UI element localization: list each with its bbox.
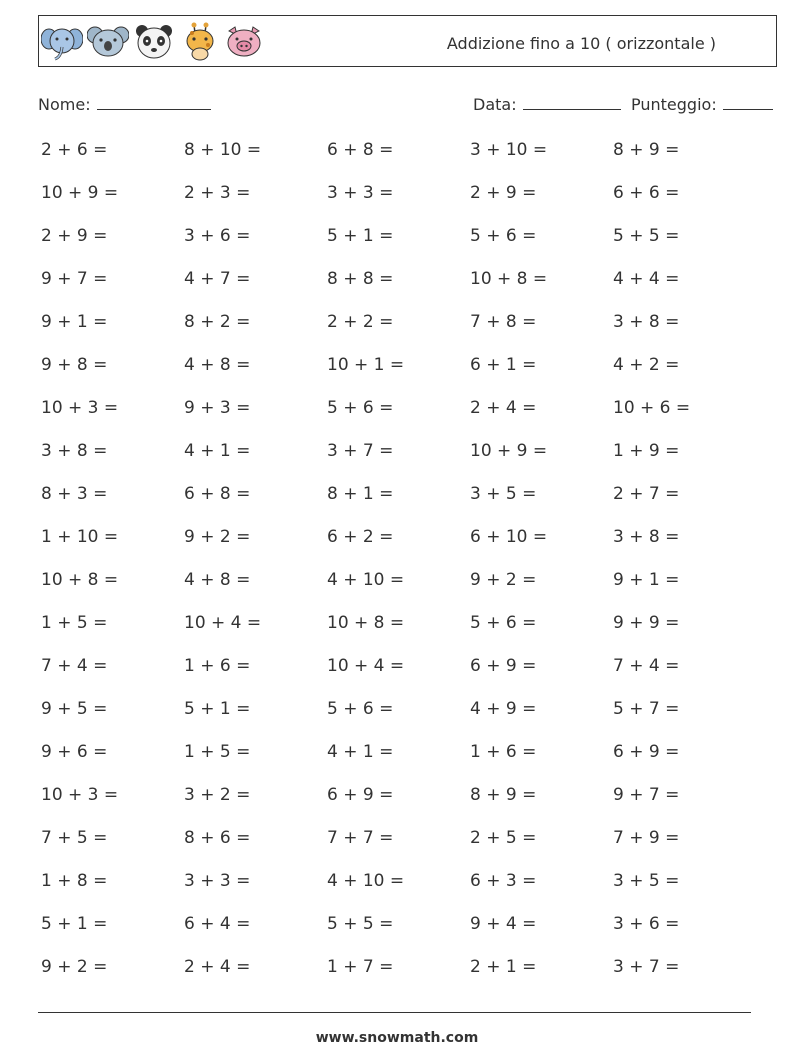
problem-item: 5 + 6 = <box>327 699 394 719</box>
problem-item: 2 + 2 = <box>327 312 394 332</box>
problem-row <box>41 871 761 914</box>
footer-url: www.snowmath.com <box>315 1030 479 1046</box>
problem-item: 10 + 3 = <box>41 785 119 805</box>
problem-item: 10 + 9 = <box>470 441 548 461</box>
problem-item: 9 + 7 = <box>613 785 680 805</box>
problem-item: 4 + 8 = <box>184 570 251 590</box>
problem-item: 6 + 6 = <box>613 183 680 203</box>
problem-item: 4 + 1 = <box>184 441 251 461</box>
problem-item: 9 + 2 = <box>41 957 108 977</box>
problem-item: 10 + 6 = <box>613 398 691 418</box>
problem-item: 5 + 5 = <box>613 226 680 246</box>
problem-item: 1 + 8 = <box>41 871 108 891</box>
problem-item: 9 + 1 = <box>613 570 680 590</box>
problem-grid <box>41 140 761 1000</box>
problem-row <box>41 828 761 871</box>
problem-item: 3 + 8 = <box>613 312 680 332</box>
name-field <box>38 93 211 114</box>
problem-item: 8 + 2 = <box>184 312 251 332</box>
problem-item: 5 + 6 = <box>470 226 537 246</box>
problem-item: 1 + 10 = <box>41 527 119 547</box>
score-label: Punteggio: <box>631 95 717 114</box>
footer-rule <box>38 1012 751 1013</box>
problem-row <box>41 140 761 183</box>
problem-item: 1 + 7 = <box>327 957 394 977</box>
elephant-icon <box>41 21 83 63</box>
problem-item: 8 + 10 = <box>184 140 262 160</box>
problem-item: 4 + 2 = <box>613 355 680 375</box>
problem-row <box>41 699 761 742</box>
problem-item: 6 + 9 = <box>327 785 394 805</box>
problem-item: 7 + 9 = <box>613 828 680 848</box>
problem-item: 2 + 4 = <box>470 398 537 418</box>
problem-item: 2 + 3 = <box>184 183 251 203</box>
problem-item: 3 + 10 = <box>470 140 548 160</box>
worksheet-title: Addizione fino a 10 ( orizzontale ) <box>446 34 716 53</box>
problem-item: 6 + 9 = <box>470 656 537 676</box>
problem-item: 7 + 5 = <box>41 828 108 848</box>
header-box <box>38 15 777 67</box>
problem-row <box>41 312 761 355</box>
problem-item: 1 + 6 = <box>184 656 251 676</box>
problem-row <box>41 613 761 656</box>
problem-item: 7 + 7 = <box>327 828 394 848</box>
panda-icon <box>133 21 175 63</box>
date-field <box>473 93 621 114</box>
problem-item: 6 + 1 = <box>470 355 537 375</box>
date-label: Data: <box>473 95 517 114</box>
problem-item: 5 + 7 = <box>613 699 680 719</box>
problem-item: 6 + 3 = <box>470 871 537 891</box>
problem-item: 1 + 5 = <box>41 613 108 633</box>
problem-item: 4 + 7 = <box>184 269 251 289</box>
problem-item: 8 + 1 = <box>327 484 394 504</box>
problem-row <box>41 914 761 957</box>
problem-item: 3 + 7 = <box>613 957 680 977</box>
problem-item: 3 + 7 = <box>327 441 394 461</box>
problem-item: 2 + 9 = <box>41 226 108 246</box>
problem-item: 10 + 8 = <box>41 570 119 590</box>
problem-item: 1 + 9 = <box>613 441 680 461</box>
problem-item: 7 + 4 = <box>613 656 680 676</box>
giraffe-icon <box>179 21 221 63</box>
problem-item: 4 + 8 = <box>184 355 251 375</box>
problem-item: 1 + 5 = <box>184 742 251 762</box>
problem-item: 7 + 8 = <box>470 312 537 332</box>
problem-item: 4 + 1 = <box>327 742 394 762</box>
pig-icon <box>223 21 265 63</box>
problem-item: 2 + 7 = <box>613 484 680 504</box>
problem-item: 6 + 8 = <box>184 484 251 504</box>
problem-item: 5 + 6 = <box>327 398 394 418</box>
problem-item: 3 + 3 = <box>184 871 251 891</box>
problem-item: 2 + 5 = <box>470 828 537 848</box>
problem-item: 4 + 4 = <box>613 269 680 289</box>
problem-item: 5 + 5 = <box>327 914 394 934</box>
problem-item: 4 + 10 = <box>327 871 405 891</box>
problem-item: 5 + 1 = <box>41 914 108 934</box>
problem-item: 7 + 4 = <box>41 656 108 676</box>
problem-item: 5 + 1 = <box>327 226 394 246</box>
problem-item: 4 + 10 = <box>327 570 405 590</box>
problem-row <box>41 656 761 699</box>
problem-item: 9 + 1 = <box>41 312 108 332</box>
problem-item: 8 + 8 = <box>327 269 394 289</box>
problem-item: 9 + 2 = <box>470 570 537 590</box>
problem-row <box>41 355 761 398</box>
problem-row <box>41 269 761 312</box>
problem-item: 9 + 9 = <box>613 613 680 633</box>
date-line[interactable] <box>523 93 621 110</box>
problem-item: 3 + 5 = <box>613 871 680 891</box>
problem-item: 9 + 5 = <box>41 699 108 719</box>
problem-item: 2 + 9 = <box>470 183 537 203</box>
problem-item: 10 + 1 = <box>327 355 405 375</box>
problem-item: 2 + 6 = <box>41 140 108 160</box>
problem-item: 8 + 3 = <box>41 484 108 504</box>
problem-item: 4 + 9 = <box>470 699 537 719</box>
problem-item: 2 + 1 = <box>470 957 537 977</box>
problem-item: 3 + 8 = <box>41 441 108 461</box>
problem-item: 9 + 6 = <box>41 742 108 762</box>
problem-item: 3 + 6 = <box>613 914 680 934</box>
problem-item: 1 + 6 = <box>470 742 537 762</box>
problem-row <box>41 398 761 441</box>
problem-item: 3 + 2 = <box>184 785 251 805</box>
problem-item: 10 + 4 = <box>184 613 262 633</box>
problem-row <box>41 183 761 226</box>
problem-item: 6 + 4 = <box>184 914 251 934</box>
problem-item: 9 + 2 = <box>184 527 251 547</box>
problem-row <box>41 484 761 527</box>
score-line[interactable] <box>723 93 773 110</box>
problem-item: 9 + 7 = <box>41 269 108 289</box>
problem-item: 3 + 8 = <box>613 527 680 547</box>
problem-row <box>41 785 761 828</box>
problem-row <box>41 570 761 613</box>
problem-item: 2 + 4 = <box>184 957 251 977</box>
problem-row <box>41 742 761 785</box>
problem-row <box>41 226 761 269</box>
name-line[interactable] <box>97 93 211 110</box>
problem-item: 9 + 8 = <box>41 355 108 375</box>
problem-item: 6 + 10 = <box>470 527 548 547</box>
problem-row <box>41 441 761 484</box>
problem-item: 8 + 6 = <box>184 828 251 848</box>
problem-item: 8 + 9 = <box>470 785 537 805</box>
problem-item: 9 + 4 = <box>470 914 537 934</box>
koala-icon <box>87 21 129 63</box>
problem-item: 6 + 2 = <box>327 527 394 547</box>
problem-item: 5 + 1 = <box>184 699 251 719</box>
problem-item: 6 + 8 = <box>327 140 394 160</box>
problem-item: 8 + 9 = <box>613 140 680 160</box>
problem-item: 5 + 6 = <box>470 613 537 633</box>
problem-row <box>41 957 761 1000</box>
problem-item: 10 + 8 = <box>327 613 405 633</box>
problem-item: 3 + 3 = <box>327 183 394 203</box>
problem-item: 3 + 6 = <box>184 226 251 246</box>
problem-item: 6 + 9 = <box>613 742 680 762</box>
problem-item: 10 + 9 = <box>41 183 119 203</box>
problem-item: 10 + 4 = <box>327 656 405 676</box>
problem-item: 10 + 8 = <box>470 269 548 289</box>
score-field <box>631 93 773 114</box>
name-label: Nome: <box>38 95 91 114</box>
problem-item: 9 + 3 = <box>184 398 251 418</box>
problem-item: 10 + 3 = <box>41 398 119 418</box>
problem-item: 3 + 5 = <box>470 484 537 504</box>
problem-row <box>41 527 761 570</box>
